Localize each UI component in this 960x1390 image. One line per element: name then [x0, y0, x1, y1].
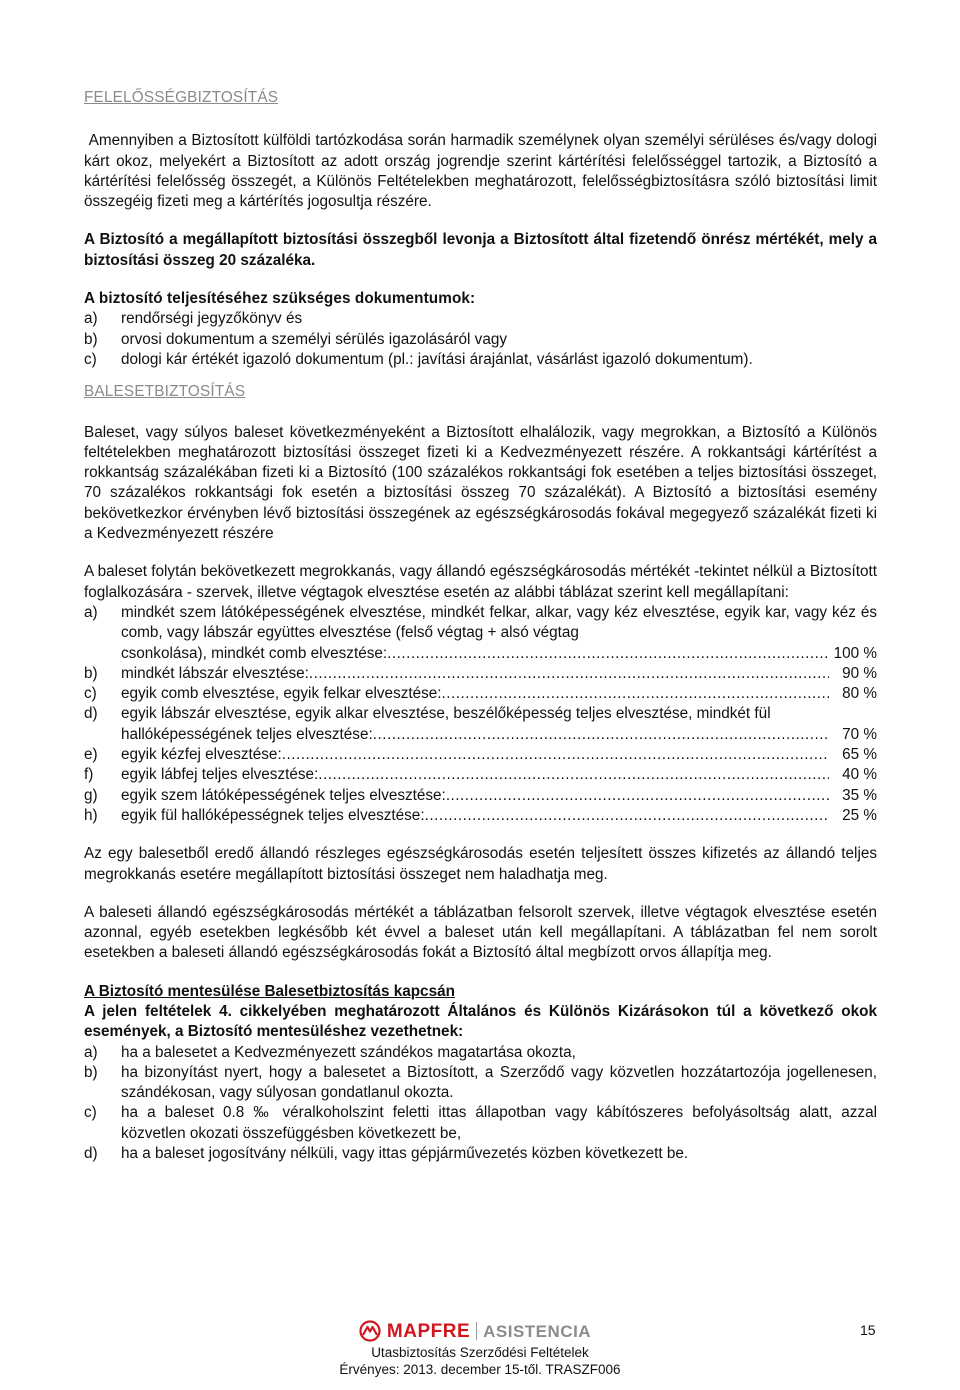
mapfre-logo	[0, 1318, 960, 1344]
list-text: rendőrségi jegyzőkönyv és	[121, 310, 303, 328]
footer-validity: Érvényes: 2013. december 15-től. TRASZF006	[339, 1362, 621, 1377]
table-row	[84, 786, 877, 806]
row-value: 25 %	[842, 806, 877, 824]
row-label: f)	[84, 766, 94, 784]
row-text: egyik lábfej teljes elvesztése:	[121, 766, 319, 784]
row-text: egyik lábszár elvesztése, egyik alkar elvesztése, beszélőképesség teljes elvesztése, mindkét fül	[121, 705, 771, 723]
table-row	[84, 664, 877, 684]
row-text: egyik szem látóképességének teljes elvesztése:	[121, 786, 446, 804]
documents-list	[84, 309, 877, 370]
list-text: ha a baleset jogosítvány nélküli, vagy ittas gépjárművezetés közben következett be.	[121, 1145, 689, 1163]
row-value: 40 %	[842, 766, 877, 784]
list-label: c)	[84, 350, 97, 368]
row-label: b)	[84, 664, 98, 682]
list-item	[84, 330, 877, 350]
footer-doc-title: Utasbiztosítás Szerződési Feltételek	[371, 1345, 589, 1360]
payout-limit-paragraph: Az egy balesetből eredő állandó részleges egészségkárosodás esetén teljesített összes kifizetés az állandó teljes megrokkanás esetére megállapított biztosítási összeget nem haladhatja meg.	[84, 845, 877, 883]
disability-intro-paragraph: A baleset folytán bekövetkezett megrokkanás, vagy állandó egészségkárosodás mértékét -tekintet nélkül a Biztosított foglalkozására - szervek, illetve végtagok elvesztése esetén az alábbi táblázat szerint kell megállapítani:	[84, 563, 877, 601]
row-label: e)	[84, 746, 98, 764]
row-text-tail: hallóképességének teljes elvesztése:	[121, 725, 373, 743]
list-label: d)	[84, 1145, 98, 1163]
logo-brand-secondary: ASISTENCIA	[483, 1321, 592, 1341]
row-value: 70 %	[842, 725, 877, 743]
list-text: orvosi dokumentum a személyi sérülés igazolásáról vagy	[121, 330, 507, 348]
row-value: 100 %	[833, 644, 877, 662]
table-row	[84, 765, 877, 785]
row-label: c)	[84, 685, 97, 703]
row-text: egyik kézfej elvesztése:	[121, 746, 282, 764]
section-title-liability: FELELŐSSÉGBIZTOSÍTÁS	[84, 89, 279, 106]
list-text: ha a balesetet a Kedvezményezett szándékos magatartása okozta,	[121, 1043, 576, 1061]
exemption-intro: A jelen feltételek 4. cikkelyében meghatározott Általános és Különös Kizárásokon túl a következő okok események, a Biztosító mentesüléshez vezethetnek:	[84, 1002, 877, 1041]
list-label: b)	[84, 330, 98, 348]
list-item	[84, 1063, 877, 1104]
list-item	[84, 350, 877, 370]
list-label: b)	[84, 1063, 98, 1081]
assessment-paragraph: A baleseti állandó egészségkárosodás mértékét a táblázatban felsorolt szervek, illetve végtagok elvesztése esetén azonnal, egyéb esetekben legkésőbb két évvel a baleset után kell megállapítani. A táblázatban fel nem sorolt esetekben a baleseti állandó egészségkárosodás fokát a Biztosító által megbízott orvos állapítja meg.	[84, 903, 877, 962]
row-label: h)	[84, 806, 98, 824]
list-label: c)	[84, 1104, 97, 1122]
page-number: 15	[860, 1322, 876, 1338]
table-row	[84, 704, 877, 745]
row-label: d)	[84, 705, 98, 723]
liability-paragraph: Amennyiben a Biztosított külföldi tartózkodása során harmadik személynek olyan személyi sérüléses és/vagy dologi kárt okoz, melyekért a Biztosított az adott ország jogrendje szerint kártérítési felelősséggel tartozik, a Biztosító a kártérítési felelősség összegét, a Különös Feltételekben meghatározott, felelősségbiztosításra szóló biztosítási limit összegéig fizeti meg a kártérítés jogosultja részére.	[84, 132, 882, 211]
disability-table	[84, 603, 877, 826]
table-row	[84, 745, 877, 765]
list-label: a)	[84, 310, 98, 328]
row-text: mindkét szem látóképességének elvesztése, mindkét felkar, alkar, vagy kéz elvesztése, egyik kar, vagy kéz és comb, vagy lábszár együttes elvesztése (felső végtag + alsó végtag	[121, 603, 877, 642]
row-label: a)	[84, 603, 98, 621]
row-text: mindkét lábszár elvesztése:	[121, 664, 309, 682]
list-item	[84, 1144, 877, 1164]
row-value: 90 %	[842, 664, 877, 682]
row-value: 35 %	[842, 786, 877, 804]
table-row	[84, 684, 877, 704]
row-value: 65 %	[842, 746, 877, 764]
row-text-tail: csonkolása), mindkét comb elvesztése:	[121, 644, 388, 662]
list-item	[84, 309, 877, 329]
document-body	[84, 82, 882, 1164]
row-label: g)	[84, 786, 98, 804]
documents-title: A biztosító teljesítéséhez szükséges dokumentumok:	[84, 290, 476, 308]
row-value: 80 %	[842, 685, 877, 703]
mapfre-logo-icon	[359, 1320, 381, 1342]
list-item	[84, 1103, 877, 1144]
row-text: egyik fül hallóképességnek teljes elvesztése:	[121, 806, 425, 824]
deductible-paragraph: A Biztosító a megállapított biztosítási összegből levonja a Biztosított által fizetendő önrész mértékét, mely a biztosítási összeg 20 százaléka.	[84, 231, 877, 269]
list-text: ha a baleset 0.8 ‰ véralkoholszint feletti ittas állapotban vagy kábítószeres befolyásoltság alatt, azzal közvetlen okozati összefüggésben következett be,	[121, 1104, 877, 1142]
logo-brand: MAPFRE	[386, 1320, 471, 1342]
table-row	[84, 806, 877, 826]
logo-separator	[476, 1322, 477, 1340]
page-footer	[0, 1318, 960, 1378]
table-row	[84, 603, 877, 664]
exemption-list	[84, 1043, 877, 1165]
exemption-title: A Biztosító mentesülése Balesetbiztosítás kapcsán	[84, 982, 455, 1000]
list-label: a)	[84, 1043, 98, 1061]
section-title-accident: BALESETBIZTOSÍTÁS	[84, 383, 246, 401]
list-item	[84, 1043, 877, 1063]
accident-paragraph: Baleset, vagy súlyos baleset következményeként a Biztosított elhalálozik, vagy megrokkan, a Biztosító a Különös feltételekben meghatározott biztosítási összeget fizeti ki a Kedvezményezett részére. A rokkantsági kártérítést a rokkantság százalékában fizeti ki a Biztosító (100 százalékos rokkantsági fok esetében a teljes biztosítási összeget, 70 százalékos rokkantsági fok esetén a biztosítási összeg 70 százalékát). A Biztosító a biztosítási esemény bekövetkezkor érvényben lévő biztosítási összegének az egészségkárosodás fokával megegyező százalékát fizeti ki a Kedvezményezett részére	[84, 423, 877, 543]
list-text: ha bizonyítást nyert, hogy a balesetet a Biztosított, a Szerződő vagy közvetlen hozzátartozója jogellenesen, szándékosan, vagy súlyosan gondatlanul okozta.	[121, 1063, 877, 1102]
row-text: egyik comb elvesztése, egyik felkar elvesztése:	[121, 685, 442, 703]
list-text: dologi kár értékét igazoló dokumentum (pl.: javítási árajánlat, vásárlást igazoló dokumentum).	[121, 350, 753, 368]
